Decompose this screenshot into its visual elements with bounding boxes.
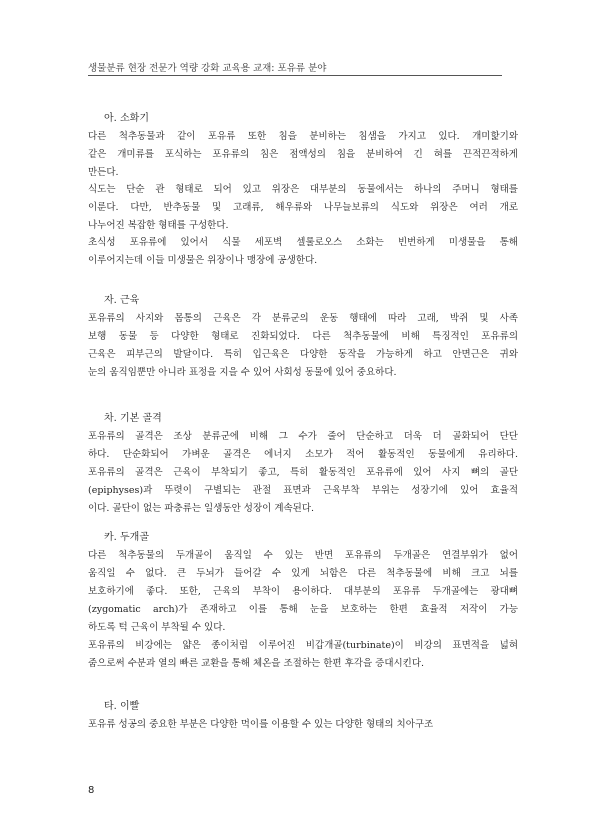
text-line: 만든다. [88,167,119,178]
section-heading: 자. 근육 [104,295,140,306]
paragraph [88,637,518,673]
text-line: 나누어진 복잡한 형태를 구성한다. [88,220,229,231]
paragraph [88,716,518,734]
text-line: 이루어지는데 이들 미생물은 위장이나 맹장에 공생한다. [88,255,318,266]
text-line: 포유류의 골격은 근육이 부착되기 좋고, 특히 활동적인 포유류에 있어 사지 뼈의 골단 [88,467,518,478]
paragraph [88,310,518,382]
text-line: 포유류의 비강에는 얇은 종이처럼 이루어진 비갑개골(turbinate)이 비강의 표면적을 넓혀 [88,640,518,651]
paragraph [88,547,518,637]
text-line: 하도록 턱 근육이 부착될 수 있다. [88,622,226,633]
text-line: 하다. 단순화되어 가벼운 골격은 에너지 소모가 적어 활동적인 동물에게 유리하다. [88,449,518,460]
text-line: 이다. 골단이 없는 파충류는 일생동안 성장이 계속된다. [88,503,315,514]
text-line: 보행 동물 등 다양한 형태로 진화되었다. 다른 척추동물에 비해 특징적인 포유류의 [88,331,518,342]
section-heading: 타. 이빨 [104,701,140,712]
text-line: 이룬다. 다만, 반추동물 및 고래류, 해우류와 나무늘보류의 식도와 위장은 여러 개로 [88,202,518,213]
text-line: 줌으로써 수분과 열의 빠른 교환을 통해 체온을 조절하는 한편 후각을 증대시킨다. [88,658,425,669]
text-line: 포유류의 사지와 몸통의 근육은 각 분류군의 운동 행태에 따라 고래, 박쥐 및 사족 [88,313,518,324]
text-line: 포유류 성공의 중요한 부분은 다양한 먹이를 이용할 수 있는 다양한 형태의 치아구조 [88,719,434,730]
text-line: 포유류의 골격은 조상 분류군에 비해 그 수가 줄어 단순하고 더욱 더 골화되어 단단 [88,431,518,442]
page-number: 8 [88,785,95,796]
text-line: 식도는 단순 관 형태로 되어 있고 위장은 대부분의 동물에서는 하나의 주머니 형태를 [88,184,518,195]
paragraph [88,234,518,270]
text-line: 움직일 수 없다. 큰 두뇌가 들어갈 수 있게 뇌함은 다른 척추동물에 비해 크고 뇌를 [88,568,518,579]
section-heading: 카. 두개골 [104,532,149,543]
paragraph [88,128,518,182]
text-line: 다른 척추동물의 두개골이 움직일 수 있는 반면 포유류의 두개골은 연결부위가 없어 [88,550,518,561]
text-line: 초식성 포유류에 있어서 식물 세포벽 셀룰로오스 소화는 빈번하게 미생물을 통해 [88,237,518,248]
paragraph [88,428,518,518]
section-heading: 아. 소화기 [104,113,149,124]
text-line: 근육은 피부근의 발달이다. 특히 입근육은 다양한 동작을 가능하게 하고 안면근은 귀와 [88,349,518,360]
text-line: 눈의 움직임뿐만 아니라 표정을 지을 수 있어 사회성 동물에 있어 중요하다. [88,367,397,378]
text-line: 다른 척추동물과 같이 포유류 또한 침을 분비하는 침샘을 가지고 있다. 개미핥기와 [88,131,518,142]
header-rule [88,75,502,76]
paragraph [88,181,518,235]
text-line: 같은 개미류를 포식하는 포유류의 침은 점액성의 침을 분비하여 긴 혀를 끈적끈적하게 [88,149,518,160]
text-line: (zygomatic arch)가 존재하고 이를 통해 눈을 보호하는 한편 효율적 저작이 가능 [88,604,518,615]
section-heading: 차. 기본 골격 [104,413,162,424]
text-line: 보호하기에 좋다. 또한, 근육의 부착이 용이하다. 대부분의 포유류 두개골에는 광대뼈 [88,586,518,597]
running-header-title: 생물분류 현장 전문가 역량 강화 교육용 교재: 포유류 분야 [88,63,327,74]
text-line: (epiphyses)과 뚜렷이 구별되는 관절 표면과 근육부착 부위는 성장기에 있어 효율적 [88,485,518,496]
